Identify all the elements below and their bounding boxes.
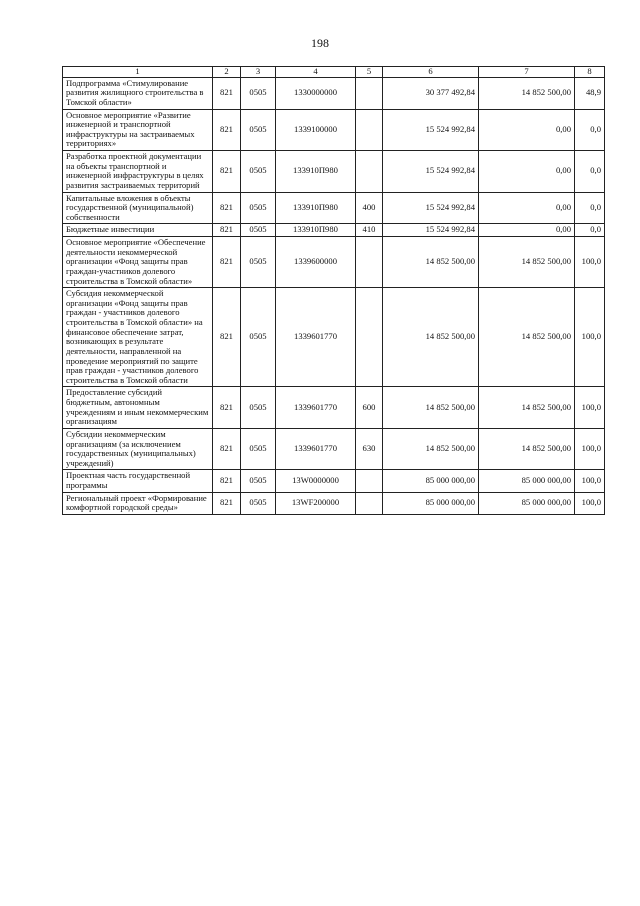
column-header: 4 — [276, 67, 356, 78]
budget-table — [62, 66, 605, 515]
row-amount-cell: 15 524 992,84 — [383, 151, 479, 193]
column-header: 2 — [213, 67, 241, 78]
row-csr-cell: 1339100000 — [276, 109, 356, 151]
table-row — [63, 387, 605, 429]
row-percent-cell: 0,0 — [575, 192, 605, 224]
row-csr-cell: 1339600000 — [276, 237, 356, 288]
row-name-cell: Основное мероприятие «Обеспечение деятельности некоммерческой организации «Фонд защиты прав граждан-участников долевого строительства в Томской области» — [63, 237, 213, 288]
row-grbs-cell: 821 — [213, 492, 241, 514]
table-row — [63, 77, 605, 109]
row-name-cell: Предоставление субсидий бюджетным, автономным учреждениям и иным некоммерческим организациям — [63, 387, 213, 429]
row-grbs-cell: 821 — [213, 192, 241, 224]
row-name-cell: Субсидии некоммерческим организациям (за исключением государственных (муниципальных) учреждений) — [63, 428, 213, 470]
row-vr-cell — [356, 109, 383, 151]
column-header: 6 — [383, 67, 479, 78]
row-vr-cell: 410 — [356, 224, 383, 237]
row-executed-cell: 14 852 500,00 — [479, 288, 575, 387]
row-name-cell: Разработка проектной документации на объекты транспортной и инженерной инфраструктуры в целях развития застраиваемых территорий — [63, 151, 213, 193]
row-grbs-cell: 821 — [213, 237, 241, 288]
row-executed-cell: 14 852 500,00 — [479, 77, 575, 109]
row-name-cell: Подпрограмма «Стимулирование развития жилищного строительства в Томской области» — [63, 77, 213, 109]
row-amount-cell: 14 852 500,00 — [383, 387, 479, 429]
table-row — [63, 492, 605, 514]
row-csr-cell: 1339601770 — [276, 288, 356, 387]
row-amount-cell: 14 852 500,00 — [383, 428, 479, 470]
row-section-cell: 0505 — [241, 192, 276, 224]
column-header: 1 — [63, 67, 213, 78]
table-row — [63, 151, 605, 193]
row-name-cell: Субсидия некоммерческой организации «Фонд защиты прав граждан - участников долевого строительства в Томской области» на финансовое обеспечение затрат, возникающих в результате деятельности, направленной на проведение мероприятий по защите прав граждан - участников долевого строительства в Томской области — [63, 288, 213, 387]
row-section-cell: 0505 — [241, 77, 276, 109]
row-csr-cell: 1339601770 — [276, 387, 356, 429]
row-section-cell: 0505 — [241, 470, 276, 492]
column-header: 5 — [356, 67, 383, 78]
row-section-cell: 0505 — [241, 387, 276, 429]
row-section-cell: 0505 — [241, 288, 276, 387]
row-executed-cell: 0,00 — [479, 151, 575, 193]
row-grbs-cell: 821 — [213, 288, 241, 387]
row-executed-cell: 14 852 500,00 — [479, 428, 575, 470]
row-percent-cell: 0,0 — [575, 151, 605, 193]
row-amount-cell: 30 377 492,84 — [383, 77, 479, 109]
table-row — [63, 237, 605, 288]
row-section-cell: 0505 — [241, 109, 276, 151]
row-csr-cell: 133910П980 — [276, 224, 356, 237]
table-row — [63, 470, 605, 492]
row-executed-cell: 14 852 500,00 — [479, 237, 575, 288]
row-grbs-cell: 821 — [213, 77, 241, 109]
column-header: 3 — [241, 67, 276, 78]
row-vr-cell — [356, 151, 383, 193]
row-csr-cell: 1330000000 — [276, 77, 356, 109]
row-percent-cell: 100,0 — [575, 387, 605, 429]
row-section-cell: 0505 — [241, 428, 276, 470]
row-percent-cell: 0,0 — [575, 224, 605, 237]
row-grbs-cell: 821 — [213, 151, 241, 193]
row-csr-cell: 13W0000000 — [276, 470, 356, 492]
row-executed-cell: 0,00 — [479, 224, 575, 237]
row-amount-cell: 85 000 000,00 — [383, 470, 479, 492]
row-name-cell: Бюджетные инвестиции — [63, 224, 213, 237]
row-amount-cell: 15 524 992,84 — [383, 192, 479, 224]
table-row — [63, 288, 605, 387]
table-body — [63, 77, 605, 514]
row-grbs-cell: 821 — [213, 470, 241, 492]
row-vr-cell: 600 — [356, 387, 383, 429]
row-csr-cell: 1339601770 — [276, 428, 356, 470]
row-csr-cell: 133910П980 — [276, 151, 356, 193]
page-number: 198 — [311, 36, 329, 50]
row-csr-cell: 133910П980 — [276, 192, 356, 224]
row-name-cell: Региональный проект «Формирование комфортной городской среды» — [63, 492, 213, 514]
row-amount-cell: 85 000 000,00 — [383, 492, 479, 514]
row-vr-cell — [356, 77, 383, 109]
row-csr-cell: 13WF200000 — [276, 492, 356, 514]
row-grbs-cell: 821 — [213, 428, 241, 470]
row-percent-cell: 48,9 — [575, 77, 605, 109]
table-row — [63, 224, 605, 237]
row-section-cell: 0505 — [241, 492, 276, 514]
row-section-cell: 0505 — [241, 237, 276, 288]
row-vr-cell — [356, 470, 383, 492]
row-vr-cell — [356, 492, 383, 514]
row-percent-cell: 0,0 — [575, 109, 605, 151]
row-amount-cell: 14 852 500,00 — [383, 288, 479, 387]
row-executed-cell: 0,00 — [479, 192, 575, 224]
table-row — [63, 428, 605, 470]
row-executed-cell: 0,00 — [479, 109, 575, 151]
row-section-cell: 0505 — [241, 224, 276, 237]
row-vr-cell — [356, 237, 383, 288]
table-row — [63, 192, 605, 224]
row-name-cell: Проектная часть государственной программы — [63, 470, 213, 492]
row-percent-cell: 100,0 — [575, 237, 605, 288]
row-executed-cell: 14 852 500,00 — [479, 387, 575, 429]
row-grbs-cell: 821 — [213, 387, 241, 429]
row-grbs-cell: 821 — [213, 224, 241, 237]
row-amount-cell: 15 524 992,84 — [383, 224, 479, 237]
row-percent-cell: 100,0 — [575, 470, 605, 492]
row-percent-cell: 100,0 — [575, 288, 605, 387]
row-vr-cell: 630 — [356, 428, 383, 470]
row-vr-cell: 400 — [356, 192, 383, 224]
row-amount-cell: 14 852 500,00 — [383, 237, 479, 288]
row-executed-cell: 85 000 000,00 — [479, 470, 575, 492]
table-row — [63, 109, 605, 151]
column-number-row — [63, 67, 605, 78]
column-header: 8 — [575, 67, 605, 78]
row-percent-cell: 100,0 — [575, 492, 605, 514]
row-grbs-cell: 821 — [213, 109, 241, 151]
row-executed-cell: 85 000 000,00 — [479, 492, 575, 514]
column-header: 7 — [479, 67, 575, 78]
row-section-cell: 0505 — [241, 151, 276, 193]
row-amount-cell: 15 524 992,84 — [383, 109, 479, 151]
row-vr-cell — [356, 288, 383, 387]
row-name-cell: Основное мероприятие «Развитие инженерной и транспортной инфраструктуры на застраиваемых территориях» — [63, 109, 213, 151]
row-name-cell: Капитальные вложения в объекты государственной (муниципальной) собственности — [63, 192, 213, 224]
row-percent-cell: 100,0 — [575, 428, 605, 470]
